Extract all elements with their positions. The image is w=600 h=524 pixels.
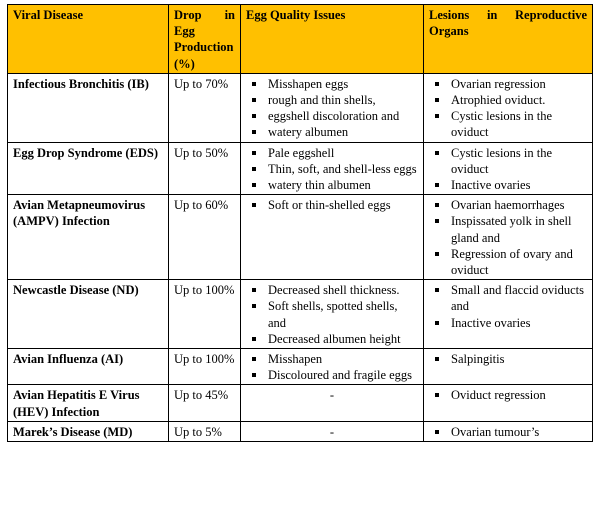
list-item: Inactive ovaries [429, 177, 587, 193]
list-item: Decreased albumen height [246, 331, 418, 347]
table-row [8, 195, 593, 280]
list-item: watery thin albumen [246, 177, 418, 193]
disease-cell: Egg Drop Syndrome (EDS) [8, 142, 169, 195]
table-row [8, 142, 593, 195]
quality-cell: - [241, 385, 424, 421]
list-item: Salpingitis [429, 351, 587, 367]
lesions-list [429, 197, 587, 278]
list-item: Thin, soft, and shell-less eggs [246, 161, 418, 177]
drop-cell: Up to 60% [169, 195, 241, 280]
list-item: Ovarian haemorrhages [429, 197, 587, 213]
quality-cell [241, 195, 424, 280]
list-item: Oviduct regression [429, 387, 587, 403]
header-viral-disease: Viral Disease [8, 5, 169, 74]
lesions-list [429, 282, 587, 331]
list-item: Soft shells, spotted shells, and [246, 298, 418, 330]
list-item: Inactive ovaries [429, 315, 587, 331]
quality-list [246, 197, 418, 213]
table-row [8, 349, 593, 385]
viral-disease-table [7, 4, 593, 442]
table-row [8, 280, 593, 349]
quality-cell [241, 73, 424, 142]
drop-cell: Up to 5% [169, 421, 241, 441]
lesions-list [429, 76, 587, 141]
lesions-list [429, 145, 587, 194]
header-egg-quality-issues: Egg Quality Issues [241, 5, 424, 74]
lesions-list [429, 424, 587, 440]
lesions-cell [424, 385, 593, 421]
header-drop-in-egg-production: Drop in Egg Production (%) [169, 5, 241, 74]
list-item: Small and flaccid oviducts and [429, 282, 587, 314]
viral-disease-table-container [7, 4, 593, 442]
table-row [8, 73, 593, 142]
header-lesions-in-reproductive-organs: Lesions in Reproductive Organs [424, 5, 593, 74]
disease-cell: Marek’s Disease (MD) [8, 421, 169, 441]
lesions-cell [424, 421, 593, 441]
list-item: Ovarian tumour’s [429, 424, 587, 440]
drop-cell: Up to 100% [169, 349, 241, 385]
list-item: Misshapen [246, 351, 418, 367]
header-row [8, 5, 593, 74]
list-item: Regression of ovary and oviduct [429, 246, 587, 278]
disease-cell: Avian Influenza (AI) [8, 349, 169, 385]
list-item: Pale eggshell [246, 145, 418, 161]
drop-cell: Up to 45% [169, 385, 241, 421]
lesions-cell [424, 195, 593, 280]
list-item: rough and thin shells, [246, 92, 418, 108]
list-item: Misshapen eggs [246, 76, 418, 92]
lesions-cell [424, 280, 593, 349]
table-row [8, 421, 593, 441]
drop-cell: Up to 100% [169, 280, 241, 349]
list-item: eggshell discoloration and [246, 108, 418, 124]
list-item: Cystic lesions in the oviduct [429, 145, 587, 177]
quality-list [246, 76, 418, 141]
drop-cell: Up to 50% [169, 142, 241, 195]
quality-list [246, 282, 418, 347]
lesions-cell [424, 73, 593, 142]
disease-cell: Infectious Bronchitis (IB) [8, 73, 169, 142]
list-item: Ovarian regression [429, 76, 587, 92]
lesions-cell [424, 349, 593, 385]
quality-list [246, 351, 418, 383]
quality-cell [241, 349, 424, 385]
lesions-list [429, 387, 587, 403]
quality-cell: - [241, 421, 424, 441]
list-item: watery albumen [246, 124, 418, 140]
list-item: Inspissated yolk in shell gland and [429, 213, 587, 245]
list-item: Soft or thin-shelled eggs [246, 197, 418, 213]
quality-cell [241, 280, 424, 349]
disease-cell: Avian Hepatitis E Virus (HEV) Infection [8, 385, 169, 421]
list-item: Decreased shell thickness. [246, 282, 418, 298]
disease-cell: Newcastle Disease (ND) [8, 280, 169, 349]
list-item: Discoloured and fragile eggs [246, 367, 418, 383]
list-item: Cystic lesions in the oviduct [429, 108, 587, 140]
lesions-list [429, 351, 587, 367]
drop-cell: Up to 70% [169, 73, 241, 142]
list-item: Atrophied oviduct. [429, 92, 587, 108]
quality-cell [241, 142, 424, 195]
disease-cell: Avian Metapneumovirus (AMPV) Infection [8, 195, 169, 280]
lesions-cell [424, 142, 593, 195]
table-row [8, 385, 593, 421]
quality-list [246, 145, 418, 194]
